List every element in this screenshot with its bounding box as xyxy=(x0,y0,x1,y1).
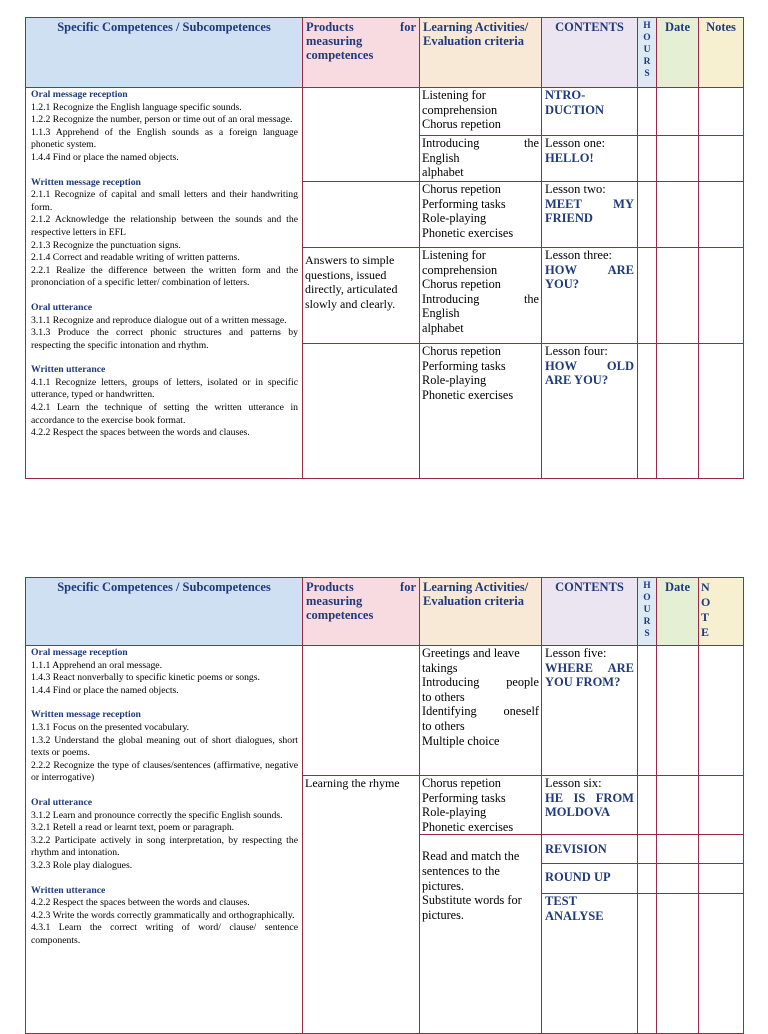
header-hours: H O U R S xyxy=(638,18,657,88)
content-cell: TEST ANALYSE xyxy=(542,894,638,1034)
content-cell: ROUND UP xyxy=(542,864,638,894)
header-contents: CONTENTS xyxy=(542,18,638,88)
products-cell: Answers to simple questions, issued directly, articulated slowly and clearly. xyxy=(303,248,420,344)
content-cell: Lesson two: MEET MY FRIEND xyxy=(542,182,638,248)
header-products: Products for measuring competences xyxy=(303,578,420,646)
activities-cell: Chorus repetion Performing tasks Role-playing Phonetic exercises xyxy=(420,182,542,248)
competence-group: Written message reception 1.3.1 Focus on the presented vocabulary. 1.3.2 Understand the global meaning out of short dialogues, short texts or poems. 2.2.2 Recognize the type of clauses/sentences (affirmative, negative or interrogative) xyxy=(31,709,298,784)
products-cell xyxy=(303,646,420,776)
competence-group: Oral utterance 3.1.1 Recognize and reproduce dialogue out of a written message. 3.1.3 Produce the correct phonic structures and patterns by respecting the specific intonation and rhythm. xyxy=(31,301,298,351)
date-cell xyxy=(657,88,699,136)
curriculum-table-1 xyxy=(25,17,744,479)
notes-cell xyxy=(699,864,744,894)
date-cell xyxy=(657,136,699,182)
products-cell: Learning the rhyme xyxy=(303,776,420,1034)
activities-cell: Chorus repetion Performing tasks Role-playing Phonetic exercises xyxy=(420,776,542,835)
date-cell xyxy=(657,646,699,776)
competence-group: Written utterance 4.2.2 Respect the spaces between the words and clauses. 4.2.3 Write the words correctly grammatically and orthographically. 4.3.1 Learn the correct writing of word/ clause/ sentence components. xyxy=(31,884,298,946)
date-cell xyxy=(657,248,699,344)
products-cell xyxy=(303,344,420,479)
content-cell: Lesson one: HELLO! xyxy=(542,136,638,182)
hours-cell xyxy=(638,136,657,182)
curriculum-table-2 xyxy=(25,577,744,1034)
competence-group: Oral message reception 1.1.1 Apprehend an oral message. 1.4.3 React nonverbally to specific kinetic poems or songs. 1.4.4 Find or place the named objects. xyxy=(31,647,260,696)
competences-cell xyxy=(26,88,303,479)
activities-cell: Listening for comprehension Chorus repetion Introducing the English alphabet xyxy=(420,248,542,344)
content-cell: NTRO- DUCTION xyxy=(542,88,638,136)
date-cell xyxy=(657,864,699,894)
hours-cell xyxy=(638,894,657,1034)
notes-cell xyxy=(699,776,744,835)
hours-cell xyxy=(638,835,657,864)
hours-cell xyxy=(638,344,657,479)
notes-cell xyxy=(699,136,744,182)
notes-cell xyxy=(699,344,744,479)
hours-cell xyxy=(638,182,657,248)
competence-group: Oral utterance 3.1.2 Learn and pronounce correctly the specific English sounds. 3.2.1 Retell a read or learnt text, poem or paragraph. 3.2.2 Participate actively in song interpretation, by respecting the rhythm and intonation. 3.2.3 Role play dialogues. xyxy=(31,796,298,871)
content-cell: Lesson four: HOW OLD ARE YOU? xyxy=(542,344,638,479)
activities-cell: Chorus repetion Performing tasks Role-playing Phonetic exercises xyxy=(420,344,542,479)
header-notes: N O T E xyxy=(699,578,744,646)
notes-cell xyxy=(699,894,744,1034)
date-cell xyxy=(657,835,699,864)
notes-cell xyxy=(699,88,744,136)
content-cell: Lesson three: HOW ARE YOU? xyxy=(542,248,638,344)
header-contents: CONTENTS xyxy=(542,578,638,646)
hours-cell xyxy=(638,646,657,776)
products-cell xyxy=(303,182,420,248)
activities-cell: Greetings and leave takings Introducing people to others Identifying oneself to others Multiple choice xyxy=(420,646,542,776)
content-cell: REVISION xyxy=(542,835,638,864)
header-learning-activities: Learning Activities/ Evaluation criteria xyxy=(420,18,542,88)
products-cell xyxy=(303,88,420,182)
competence-group: Written message reception 2.1.1 Recognize of capital and small letters and their handwriting form. 2.1.2 Acknowledge the relationship between the sounds and the respective letters in EFL 2.1.3 Recognize the punctuation signs. 2.1.4 Correct and readable writing of written patterns. 2.2.1 Realize the difference between the written form and the prononciation of a specific letter/ combination of letters. xyxy=(31,176,298,289)
competence-group: Written utterance 4.1.1 Recognize letters, groups of letters, isolated or in specific utterance, typed or handwritten. 4.2.1 Learn the technique of setting the written utterance in accordance to the exercise book format. 4.2.2 Respect the spaces between the words and clauses. xyxy=(31,364,298,439)
hours-cell xyxy=(638,776,657,835)
date-cell xyxy=(657,182,699,248)
competence-group: Oral message reception 1.2.1 Recognize the English language specific sounds. 1.2.2 Recognize the number, person or time out of an oral message. 1.1.3 Apprehend of the English sounds as a foreign language phonetic system. 1.4.4 Find or place the named objects. xyxy=(31,89,298,163)
notes-cell xyxy=(699,182,744,248)
competences-cell xyxy=(26,646,303,1034)
header-products: Products for measuring competences xyxy=(303,18,420,88)
hours-cell xyxy=(638,248,657,344)
hours-cell xyxy=(638,88,657,136)
content-cell: Lesson six: HE IS FROM MOLDOVA xyxy=(542,776,638,835)
header-date: Date xyxy=(657,578,699,646)
notes-cell xyxy=(699,248,744,344)
notes-cell xyxy=(699,646,744,776)
header-learning-activities: Learning Activities/ Evaluation criteria xyxy=(420,578,542,646)
hours-cell xyxy=(638,864,657,894)
date-cell xyxy=(657,894,699,1034)
header-notes: Notes xyxy=(699,18,744,88)
header-competences: Specific Competences / Subcompetences xyxy=(26,578,303,646)
content-cell: Lesson five: WHERE ARE YOU FROM? xyxy=(542,646,638,776)
date-cell xyxy=(657,776,699,835)
header-date: Date xyxy=(657,18,699,88)
activities-cell: Introducing the English alphabet xyxy=(420,136,542,182)
date-cell xyxy=(657,344,699,479)
notes-cell xyxy=(699,835,744,864)
header-hours: H O U R S xyxy=(638,578,657,646)
header-competences: Specific Competences / Subcompetences xyxy=(26,18,303,88)
activities-cell: Read and match the sentences to the pictures. Substitute words for pictures. xyxy=(420,835,542,1034)
activities-cell: Listening for comprehension Chorus repetion xyxy=(420,88,542,136)
